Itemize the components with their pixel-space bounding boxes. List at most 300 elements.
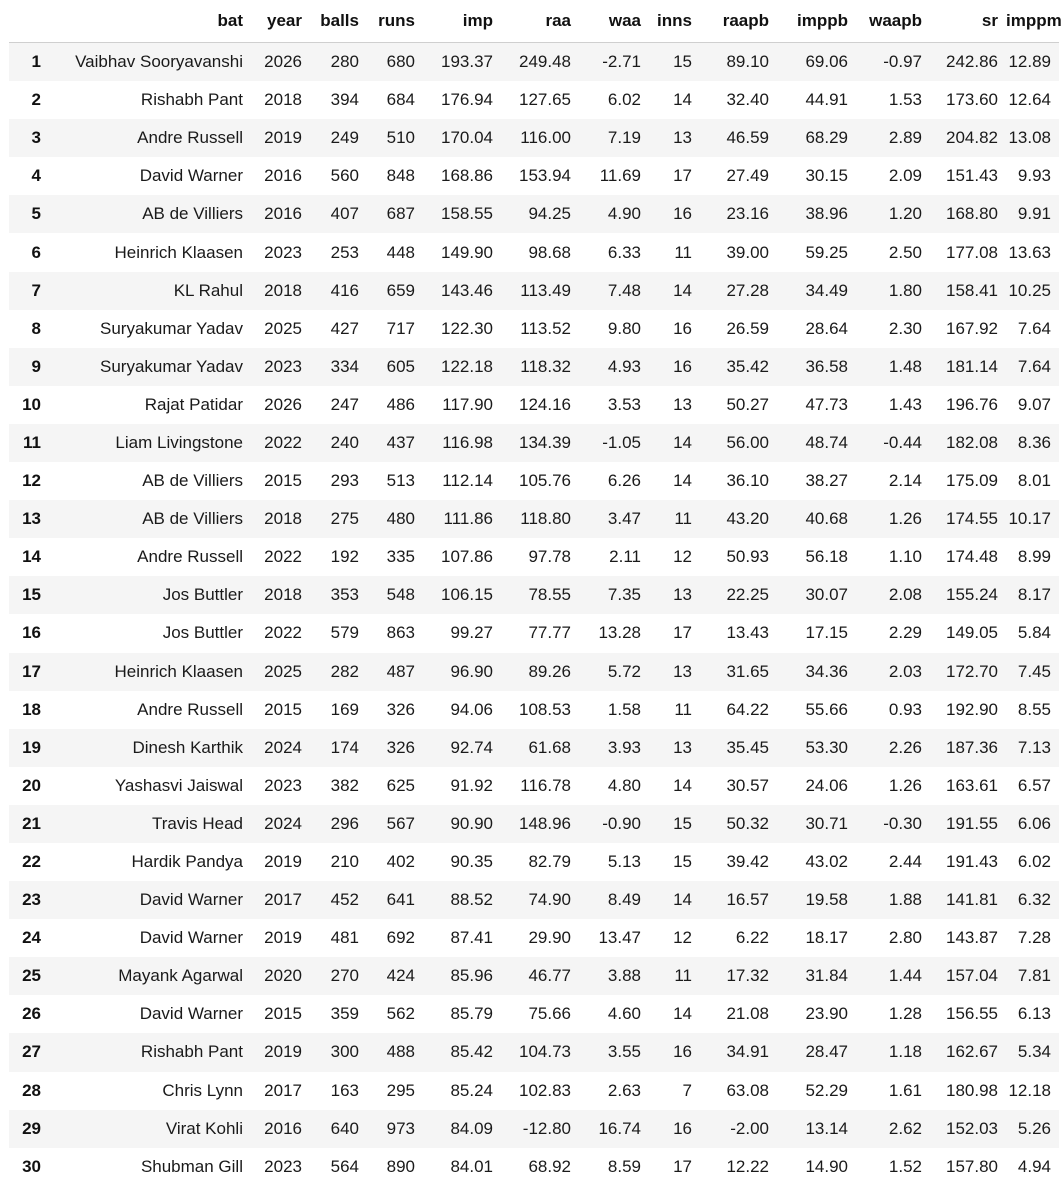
cell-inns: 12 [649, 538, 700, 576]
cell-sr: 143.87 [930, 919, 1006, 957]
cell-balls: 253 [310, 233, 367, 271]
cell-waapb: 2.29 [856, 614, 930, 652]
cell-balls: 359 [310, 995, 367, 1033]
cell-balls: 296 [310, 805, 367, 843]
cell-waa: 5.72 [579, 653, 649, 691]
cell-waa: 7.48 [579, 272, 649, 310]
cell-inns: 11 [649, 691, 700, 729]
cell-raapb: 35.45 [700, 729, 777, 767]
cell-waa: 3.47 [579, 500, 649, 538]
column-header-waapb: waapb [856, 0, 930, 43]
cell-imppm: 12.64 [1006, 81, 1059, 119]
cell-balls: 169 [310, 691, 367, 729]
cell-imppb: 44.91 [777, 81, 856, 119]
cell-raa: 102.83 [501, 1072, 579, 1110]
cell-imppb: 28.64 [777, 310, 856, 348]
table-row [9, 119, 1059, 157]
cell-bat: Travis Head [49, 805, 251, 843]
table-row [9, 653, 1059, 691]
cell-runs: 487 [367, 653, 423, 691]
cell-balls: 353 [310, 576, 367, 614]
cell-imppb: 23.90 [777, 995, 856, 1033]
cell-year: 2023 [251, 767, 310, 805]
cell-imp: 92.74 [423, 729, 501, 767]
cell-imp: 90.90 [423, 805, 501, 843]
cell-index: 4 [9, 157, 49, 195]
cell-sr: 172.70 [930, 653, 1006, 691]
cell-index: 27 [9, 1033, 49, 1071]
cell-year: 2023 [251, 1148, 310, 1186]
cell-inns: 17 [649, 614, 700, 652]
cell-waa: 3.88 [579, 957, 649, 995]
cell-inns: 16 [649, 348, 700, 386]
cell-index: 30 [9, 1148, 49, 1186]
cell-sr: 163.61 [930, 767, 1006, 805]
cell-balls: 163 [310, 1072, 367, 1110]
cell-year: 2016 [251, 157, 310, 195]
cell-waapb: 1.44 [856, 957, 930, 995]
cell-runs: 335 [367, 538, 423, 576]
cell-imp: 84.09 [423, 1110, 501, 1148]
cell-balls: 300 [310, 1033, 367, 1071]
table-row [9, 195, 1059, 233]
cell-waa: 7.19 [579, 119, 649, 157]
cell-bat: Andre Russell [49, 538, 251, 576]
cell-raapb: 31.65 [700, 653, 777, 691]
cell-bat: Shubman Gill [49, 1148, 251, 1186]
cell-imppm: 5.84 [1006, 614, 1059, 652]
table-row [9, 957, 1059, 995]
cell-waapb: 2.08 [856, 576, 930, 614]
table-row [9, 157, 1059, 195]
column-header-raapb: raapb [700, 0, 777, 43]
table-row [9, 691, 1059, 729]
cell-runs: 488 [367, 1033, 423, 1071]
cell-imppb: 59.25 [777, 233, 856, 271]
cell-runs: 295 [367, 1072, 423, 1110]
cell-raa: 75.66 [501, 995, 579, 1033]
cell-bat: Dinesh Karthik [49, 729, 251, 767]
table-row [9, 81, 1059, 119]
cell-imppb: 13.14 [777, 1110, 856, 1148]
cell-balls: 640 [310, 1110, 367, 1148]
table-row [9, 462, 1059, 500]
cell-waapb: -0.44 [856, 424, 930, 462]
cell-waa: 6.26 [579, 462, 649, 500]
cell-bat: KL Rahul [49, 272, 251, 310]
cell-imp: 85.42 [423, 1033, 501, 1071]
cell-raa: 61.68 [501, 729, 579, 767]
cell-balls: 275 [310, 500, 367, 538]
cell-imppb: 18.17 [777, 919, 856, 957]
cell-waapb: 2.62 [856, 1110, 930, 1148]
table-row [9, 538, 1059, 576]
cell-bat: David Warner [49, 881, 251, 919]
cell-index: 20 [9, 767, 49, 805]
cell-sr: 157.04 [930, 957, 1006, 995]
cell-index: 3 [9, 119, 49, 157]
table-row [9, 881, 1059, 919]
cell-sr: 182.08 [930, 424, 1006, 462]
table-row [9, 843, 1059, 881]
cell-bat: Rajat Patidar [49, 386, 251, 424]
cell-balls: 481 [310, 919, 367, 957]
cell-waa: 4.60 [579, 995, 649, 1033]
cell-bat: AB de Villiers [49, 462, 251, 500]
cell-bat: Suryakumar Yadav [49, 310, 251, 348]
cell-imp: 193.37 [423, 43, 501, 82]
cell-sr: 168.80 [930, 195, 1006, 233]
cell-waa: 2.11 [579, 538, 649, 576]
cell-sr: 204.82 [930, 119, 1006, 157]
cell-runs: 973 [367, 1110, 423, 1148]
cell-raa: 249.48 [501, 43, 579, 82]
cell-raa: 77.77 [501, 614, 579, 652]
cell-imp: 84.01 [423, 1148, 501, 1186]
cell-sr: 162.67 [930, 1033, 1006, 1071]
cell-index: 26 [9, 995, 49, 1033]
cell-imppm: 5.34 [1006, 1033, 1059, 1071]
cell-waa: 9.80 [579, 310, 649, 348]
cell-waa: 6.02 [579, 81, 649, 119]
cell-raapb: 6.22 [700, 919, 777, 957]
cell-raapb: 56.00 [700, 424, 777, 462]
cell-runs: 687 [367, 195, 423, 233]
cell-inns: 11 [649, 957, 700, 995]
cell-inns: 14 [649, 767, 700, 805]
cell-balls: 416 [310, 272, 367, 310]
cell-index: 10 [9, 386, 49, 424]
cell-waa: 3.93 [579, 729, 649, 767]
cell-raapb: 12.22 [700, 1148, 777, 1186]
cell-imppb: 30.07 [777, 576, 856, 614]
cell-imp: 176.94 [423, 81, 501, 119]
cell-index: 12 [9, 462, 49, 500]
cell-runs: 513 [367, 462, 423, 500]
cell-sr: 187.36 [930, 729, 1006, 767]
cell-index: 17 [9, 653, 49, 691]
cell-year: 2018 [251, 576, 310, 614]
cell-waa: 7.35 [579, 576, 649, 614]
cell-sr: 181.14 [930, 348, 1006, 386]
cell-raa: 94.25 [501, 195, 579, 233]
cell-raa: 127.65 [501, 81, 579, 119]
cell-bat: David Warner [49, 157, 251, 195]
cell-raapb: 34.91 [700, 1033, 777, 1071]
stats-table [9, 0, 1062, 1186]
table-row [9, 1072, 1059, 1110]
cell-runs: 692 [367, 919, 423, 957]
cell-index: 28 [9, 1072, 49, 1110]
cell-index: 25 [9, 957, 49, 995]
cell-imppm: 13.63 [1006, 233, 1059, 271]
cell-imppm: 6.32 [1006, 881, 1059, 919]
cell-imp: 99.27 [423, 614, 501, 652]
cell-raa: 113.49 [501, 272, 579, 310]
cell-inns: 16 [649, 1110, 700, 1148]
table-row [9, 386, 1059, 424]
cell-balls: 579 [310, 614, 367, 652]
cell-raa: 116.78 [501, 767, 579, 805]
cell-waa: 16.74 [579, 1110, 649, 1148]
cell-waa: 8.49 [579, 881, 649, 919]
table-row [9, 576, 1059, 614]
cell-imp: 117.90 [423, 386, 501, 424]
cell-waapb: 2.30 [856, 310, 930, 348]
cell-imp: 170.04 [423, 119, 501, 157]
cell-year: 2019 [251, 1033, 310, 1071]
cell-index: 7 [9, 272, 49, 310]
cell-bat: Rishabh Pant [49, 81, 251, 119]
cell-waa: 5.13 [579, 843, 649, 881]
cell-year: 2015 [251, 995, 310, 1033]
cell-imppb: 28.47 [777, 1033, 856, 1071]
cell-bat: Hardik Pandya [49, 843, 251, 881]
cell-sr: 141.81 [930, 881, 1006, 919]
cell-waapb: 0.93 [856, 691, 930, 729]
column-header-balls: balls [310, 0, 367, 43]
cell-waa: 4.80 [579, 767, 649, 805]
cell-waa: -0.90 [579, 805, 649, 843]
cell-waa: 4.90 [579, 195, 649, 233]
column-header-imppm: imppm [1006, 0, 1059, 43]
cell-waa: 13.47 [579, 919, 649, 957]
cell-imp: 116.98 [423, 424, 501, 462]
cell-sr: 157.80 [930, 1148, 1006, 1186]
cell-imp: 87.41 [423, 919, 501, 957]
cell-waapb: 1.88 [856, 881, 930, 919]
cell-imppb: 30.71 [777, 805, 856, 843]
table-row [9, 1110, 1059, 1148]
cell-raa: 97.78 [501, 538, 579, 576]
cell-imppb: 38.27 [777, 462, 856, 500]
cell-imp: 91.92 [423, 767, 501, 805]
cell-inns: 13 [649, 576, 700, 614]
cell-waapb: 2.89 [856, 119, 930, 157]
cell-bat: Andre Russell [49, 691, 251, 729]
cell-raa: 105.76 [501, 462, 579, 500]
cell-waa: -1.05 [579, 424, 649, 462]
cell-imppm: 8.36 [1006, 424, 1059, 462]
cell-waapb: 2.50 [856, 233, 930, 271]
cell-raapb: 23.16 [700, 195, 777, 233]
cell-raapb: 39.42 [700, 843, 777, 881]
cell-sr: 158.41 [930, 272, 1006, 310]
cell-year: 2019 [251, 119, 310, 157]
cell-raapb: 32.40 [700, 81, 777, 119]
cell-index: 8 [9, 310, 49, 348]
table-body [9, 43, 1059, 1186]
cell-year: 2025 [251, 310, 310, 348]
cell-bat: Chris Lynn [49, 1072, 251, 1110]
cell-year: 2026 [251, 43, 310, 82]
cell-runs: 480 [367, 500, 423, 538]
cell-raapb: 64.22 [700, 691, 777, 729]
cell-year: 2024 [251, 805, 310, 843]
cell-balls: 174 [310, 729, 367, 767]
cell-year: 2019 [251, 843, 310, 881]
table-header [9, 0, 1062, 43]
cell-imp: 111.86 [423, 500, 501, 538]
cell-imppm: 12.89 [1006, 43, 1059, 82]
cell-raapb: 46.59 [700, 119, 777, 157]
cell-index: 1 [9, 43, 49, 82]
cell-inns: 13 [649, 729, 700, 767]
cell-year: 2017 [251, 881, 310, 919]
cell-raa: 148.96 [501, 805, 579, 843]
cell-imppb: 40.68 [777, 500, 856, 538]
cell-bat: David Warner [49, 995, 251, 1033]
table-row [9, 272, 1059, 310]
cell-inns: 17 [649, 1148, 700, 1186]
cell-runs: 486 [367, 386, 423, 424]
cell-bat: Heinrich Klaasen [49, 233, 251, 271]
cell-index: 11 [9, 424, 49, 462]
cell-index: 19 [9, 729, 49, 767]
cell-inns: 15 [649, 843, 700, 881]
cell-raapb: 43.20 [700, 500, 777, 538]
column-header-bat: bat [49, 0, 251, 43]
cell-raa: 116.00 [501, 119, 579, 157]
cell-imppm: 7.13 [1006, 729, 1059, 767]
cell-imp: 96.90 [423, 653, 501, 691]
cell-imppm: 12.18 [1006, 1072, 1059, 1110]
cell-year: 2017 [251, 1072, 310, 1110]
column-header-imp: imp [423, 0, 501, 43]
cell-imp: 85.79 [423, 995, 501, 1033]
cell-raa: 78.55 [501, 576, 579, 614]
cell-year: 2024 [251, 729, 310, 767]
cell-imp: 106.15 [423, 576, 501, 614]
cell-runs: 680 [367, 43, 423, 82]
cell-imp: 122.30 [423, 310, 501, 348]
cell-imp: 85.24 [423, 1072, 501, 1110]
cell-index: 13 [9, 500, 49, 538]
cell-balls: 452 [310, 881, 367, 919]
cell-waapb: 2.03 [856, 653, 930, 691]
cell-index: 9 [9, 348, 49, 386]
cell-runs: 567 [367, 805, 423, 843]
cell-imppb: 56.18 [777, 538, 856, 576]
cell-imppm: 6.57 [1006, 767, 1059, 805]
cell-raapb: 50.93 [700, 538, 777, 576]
cell-sr: 196.76 [930, 386, 1006, 424]
cell-raapb: 27.49 [700, 157, 777, 195]
cell-raa: 134.39 [501, 424, 579, 462]
cell-imppb: 38.96 [777, 195, 856, 233]
cell-waa: 13.28 [579, 614, 649, 652]
cell-year: 2022 [251, 424, 310, 462]
cell-raapb: 50.32 [700, 805, 777, 843]
table-row [9, 1148, 1059, 1186]
cell-imp: 107.86 [423, 538, 501, 576]
cell-imppb: 36.58 [777, 348, 856, 386]
cell-waapb: 2.14 [856, 462, 930, 500]
cell-imp: 158.55 [423, 195, 501, 233]
table-row [9, 1033, 1059, 1071]
cell-runs: 848 [367, 157, 423, 195]
cell-waapb: 1.26 [856, 500, 930, 538]
cell-runs: 605 [367, 348, 423, 386]
cell-raa: 29.90 [501, 919, 579, 957]
cell-inns: 14 [649, 424, 700, 462]
cell-balls: 382 [310, 767, 367, 805]
cell-bat: Heinrich Klaasen [49, 653, 251, 691]
cell-raapb: -2.00 [700, 1110, 777, 1148]
cell-bat: Rishabh Pant [49, 1033, 251, 1071]
cell-year: 2016 [251, 195, 310, 233]
cell-raapb: 27.28 [700, 272, 777, 310]
cell-bat: Suryakumar Yadav [49, 348, 251, 386]
cell-sr: 191.43 [930, 843, 1006, 881]
cell-raa: 113.52 [501, 310, 579, 348]
cell-imppm: 7.64 [1006, 310, 1059, 348]
cell-imppm: 10.25 [1006, 272, 1059, 310]
cell-year: 2023 [251, 348, 310, 386]
cell-inns: 7 [649, 1072, 700, 1110]
cell-raa: 108.53 [501, 691, 579, 729]
cell-waapb: 2.44 [856, 843, 930, 881]
cell-year: 2016 [251, 1110, 310, 1148]
cell-waapb: 1.43 [856, 386, 930, 424]
cell-raa: 98.68 [501, 233, 579, 271]
cell-sr: 180.98 [930, 1072, 1006, 1110]
cell-waapb: 1.48 [856, 348, 930, 386]
cell-imppm: 8.99 [1006, 538, 1059, 576]
cell-inns: 17 [649, 157, 700, 195]
cell-runs: 548 [367, 576, 423, 614]
cell-runs: 424 [367, 957, 423, 995]
cell-raapb: 30.57 [700, 767, 777, 805]
cell-waapb: 2.26 [856, 729, 930, 767]
cell-runs: 437 [367, 424, 423, 462]
cell-raapb: 89.10 [700, 43, 777, 82]
cell-waa: 3.53 [579, 386, 649, 424]
cell-raa: 118.32 [501, 348, 579, 386]
table-row [9, 995, 1059, 1033]
cell-balls: 394 [310, 81, 367, 119]
cell-imppb: 31.84 [777, 957, 856, 995]
cell-imp: 143.46 [423, 272, 501, 310]
cell-runs: 890 [367, 1148, 423, 1186]
cell-balls: 240 [310, 424, 367, 462]
cell-imppb: 52.29 [777, 1072, 856, 1110]
cell-balls: 210 [310, 843, 367, 881]
header-row [9, 0, 1059, 43]
cell-runs: 684 [367, 81, 423, 119]
cell-runs: 326 [367, 691, 423, 729]
cell-waapb: 2.09 [856, 157, 930, 195]
cell-raapb: 17.32 [700, 957, 777, 995]
cell-waapb: 2.80 [856, 919, 930, 957]
column-header-imppb: imppb [777, 0, 856, 43]
cell-year: 2025 [251, 653, 310, 691]
cell-runs: 717 [367, 310, 423, 348]
table-row [9, 919, 1059, 957]
cell-raa: 82.79 [501, 843, 579, 881]
cell-index: 14 [9, 538, 49, 576]
cell-year: 2022 [251, 614, 310, 652]
cell-imppm: 10.17 [1006, 500, 1059, 538]
cell-inns: 13 [649, 653, 700, 691]
cell-raa: 118.80 [501, 500, 579, 538]
cell-sr: 192.90 [930, 691, 1006, 729]
table-row [9, 500, 1059, 538]
cell-imppb: 68.29 [777, 119, 856, 157]
cell-imppm: 8.01 [1006, 462, 1059, 500]
cell-imp: 149.90 [423, 233, 501, 271]
cell-runs: 863 [367, 614, 423, 652]
